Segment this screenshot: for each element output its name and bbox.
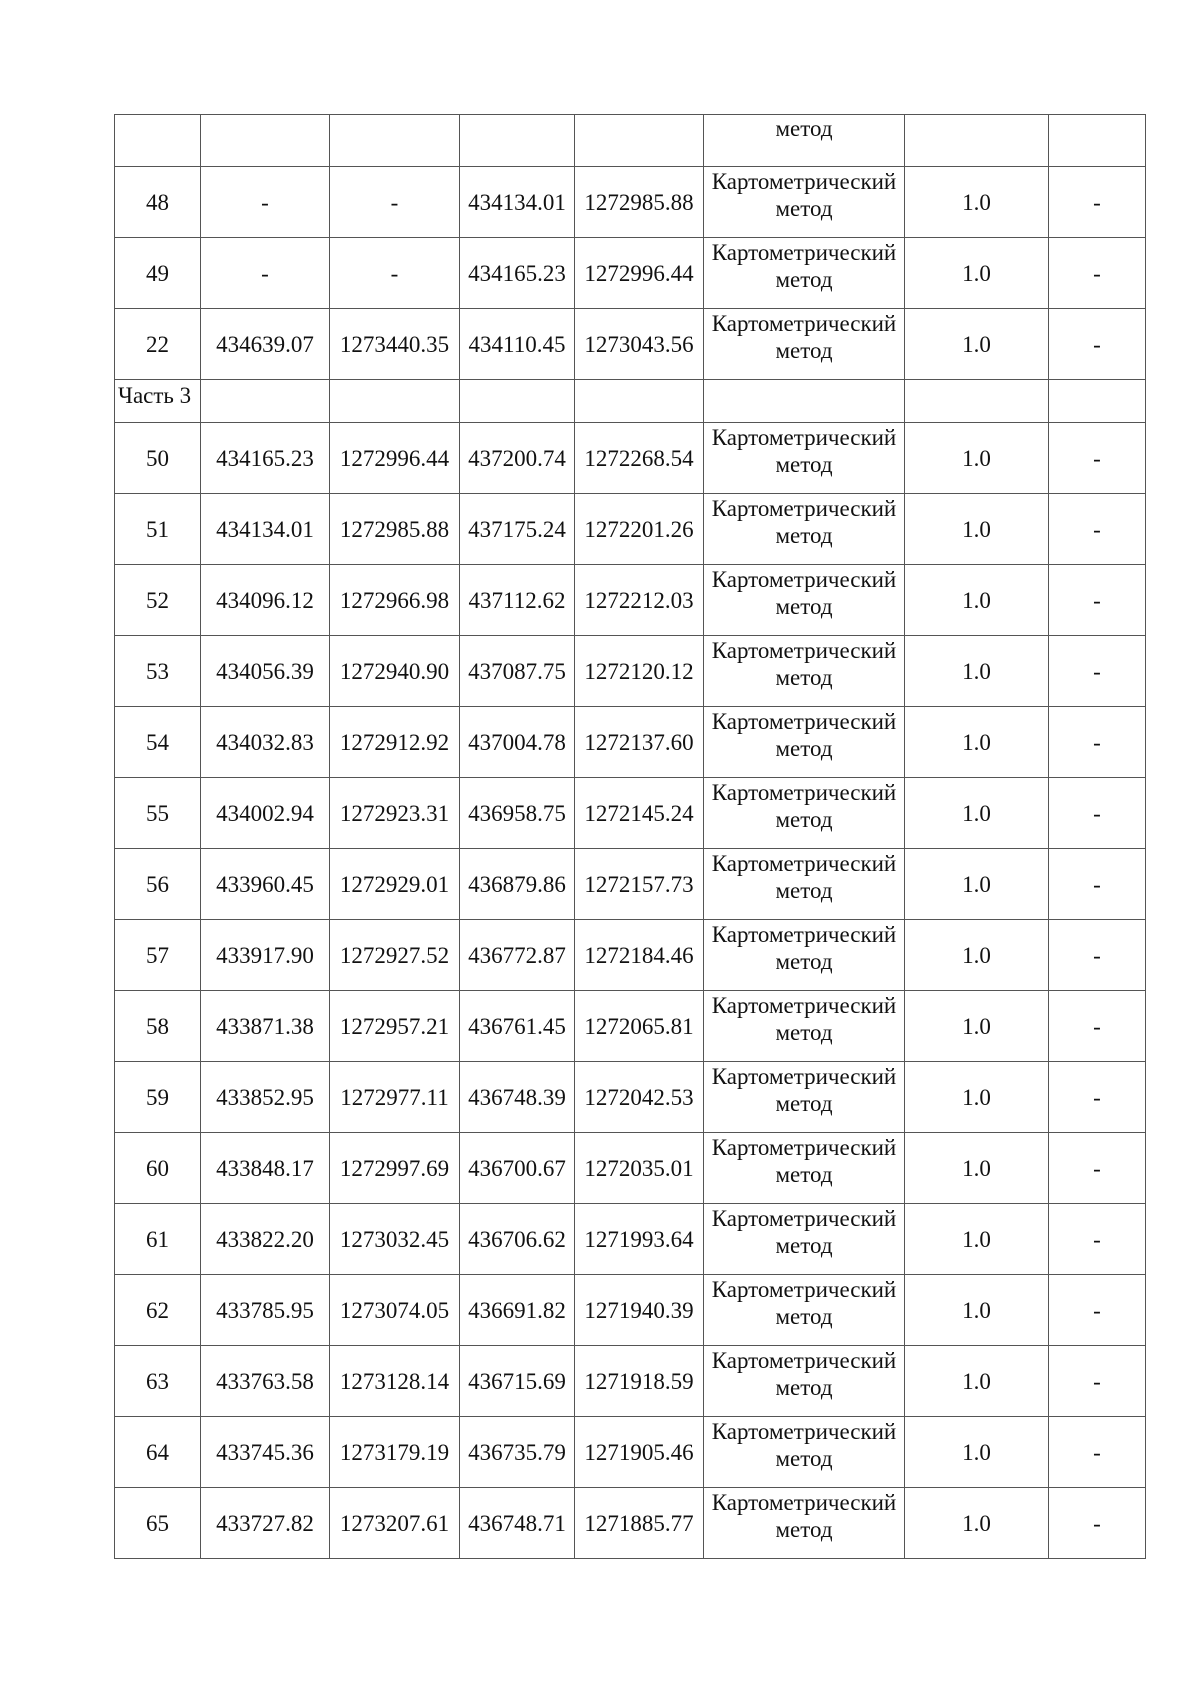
y-existing-cell: - [330, 238, 460, 309]
note-cell: - [1049, 1346, 1146, 1417]
method-line-2: метод [775, 807, 833, 832]
method-cell [704, 1346, 905, 1417]
note-cell: - [1049, 167, 1146, 238]
x-new-cell: 436706.62 [460, 1204, 575, 1275]
method-cell [704, 1275, 905, 1346]
y-existing-cell: 1272923.31 [330, 778, 460, 849]
precision-cell: 1.0 [905, 778, 1049, 849]
x-existing-cell: 433848.17 [201, 1133, 330, 1204]
method-cell [704, 494, 905, 565]
note-cell: - [1049, 1488, 1146, 1559]
precision-cell: 1.0 [905, 991, 1049, 1062]
precision-cell: 1.0 [905, 167, 1049, 238]
method-line-1: Картометрический [711, 496, 897, 521]
point-number-cell [115, 115, 201, 167]
x-new-cell: 434165.23 [460, 238, 575, 309]
method-line-2: метод [775, 1517, 833, 1542]
x-existing-cell: 433785.95 [201, 1275, 330, 1346]
table-body [115, 115, 1146, 1559]
table-row [115, 1275, 1146, 1346]
part-header-row [115, 380, 1146, 423]
y-existing-cell: 1272957.21 [330, 991, 460, 1062]
method-line-1: Картометрический [711, 1490, 897, 1515]
note-cell: - [1049, 849, 1146, 920]
y-new-cell: 1272184.46 [575, 920, 704, 991]
method-line-1: Картометрический [711, 1277, 897, 1302]
y-new-cell [575, 115, 704, 167]
x-new-cell: 437175.24 [460, 494, 575, 565]
precision-cell: 1.0 [905, 1346, 1049, 1417]
table-row [115, 636, 1146, 707]
method-line-2: метод [775, 1375, 833, 1400]
x-new-cell: 434110.45 [460, 309, 575, 380]
table-row [115, 991, 1146, 1062]
precision-cell: 1.0 [905, 238, 1049, 309]
precision-cell: 1.0 [905, 565, 1049, 636]
table-row [115, 778, 1146, 849]
note-cell: - [1049, 1133, 1146, 1204]
point-number-cell: 50 [115, 423, 201, 494]
method-line-2: метод [775, 1233, 833, 1258]
precision-cell: 1.0 [905, 636, 1049, 707]
y-existing-cell: - [330, 167, 460, 238]
method-line-2: метод [775, 338, 833, 363]
empty-cell [330, 380, 460, 423]
table-row [115, 1417, 1146, 1488]
method-cell [704, 636, 905, 707]
note-cell: - [1049, 494, 1146, 565]
note-cell: - [1049, 778, 1146, 849]
y-existing-cell: 1272912.92 [330, 707, 460, 778]
method-line-1: Картометрический [711, 311, 897, 336]
x-existing-cell: 434134.01 [201, 494, 330, 565]
method-line-1: Картометрический [711, 1064, 897, 1089]
x-existing-cell [201, 115, 330, 167]
point-number-cell: 58 [115, 991, 201, 1062]
method-cell [704, 1488, 905, 1559]
empty-cell [905, 380, 1049, 423]
y-new-cell: 1272268.54 [575, 423, 704, 494]
x-existing-cell: 433727.82 [201, 1488, 330, 1559]
point-number-cell: 63 [115, 1346, 201, 1417]
x-new-cell: 436879.86 [460, 849, 575, 920]
empty-cell [704, 380, 905, 423]
method-line-2: метод [775, 1162, 833, 1187]
note-cell: - [1049, 423, 1146, 494]
x-existing-cell: 434165.23 [201, 423, 330, 494]
method-line-2: метод [775, 523, 833, 548]
x-new-cell: 437004.78 [460, 707, 575, 778]
method-line-1: Картометрический [711, 240, 897, 265]
table-row-continued [115, 115, 1146, 167]
x-existing-cell: 433852.95 [201, 1062, 330, 1133]
empty-cell [201, 380, 330, 423]
note-cell: - [1049, 309, 1146, 380]
method-line-2: метод [775, 736, 833, 761]
x-existing-cell: - [201, 238, 330, 309]
point-number-cell: 54 [115, 707, 201, 778]
y-existing-cell: 1272940.90 [330, 636, 460, 707]
note-cell: - [1049, 920, 1146, 991]
note-cell: - [1049, 1204, 1146, 1275]
y-existing-cell: 1272997.69 [330, 1133, 460, 1204]
x-existing-cell: 434056.39 [201, 636, 330, 707]
x-new-cell: 436700.67 [460, 1133, 575, 1204]
point-number-cell: 59 [115, 1062, 201, 1133]
method-cell [704, 707, 905, 778]
precision-cell: 1.0 [905, 309, 1049, 380]
point-number-cell: 61 [115, 1204, 201, 1275]
table-row [115, 494, 1146, 565]
table-row [115, 309, 1146, 380]
x-new-cell: 436735.79 [460, 1417, 575, 1488]
y-new-cell: 1273043.56 [575, 309, 704, 380]
method-cell [704, 1417, 905, 1488]
y-existing-cell: 1272927.52 [330, 920, 460, 991]
y-existing-cell: 1273207.61 [330, 1488, 460, 1559]
x-existing-cell: 433917.90 [201, 920, 330, 991]
method-line-1: Картометрический [711, 169, 897, 194]
x-existing-cell: 434032.83 [201, 707, 330, 778]
precision-cell: 1.0 [905, 1275, 1049, 1346]
x-existing-cell: 434002.94 [201, 778, 330, 849]
note-cell [1049, 115, 1146, 167]
method-line-2: метод [775, 1020, 833, 1045]
y-new-cell: 1272996.44 [575, 238, 704, 309]
method-cell [704, 238, 905, 309]
table-row [115, 1346, 1146, 1417]
y-new-cell: 1271905.46 [575, 1417, 704, 1488]
method-line-1: Картометрический [711, 1419, 897, 1444]
table-row [115, 849, 1146, 920]
x-new-cell: 436772.87 [460, 920, 575, 991]
precision-cell: 1.0 [905, 1133, 1049, 1204]
method-cell [704, 423, 905, 494]
precision-cell: 1.0 [905, 707, 1049, 778]
method-cell: метод [704, 115, 905, 167]
method-line-2: метод [775, 949, 833, 974]
method-line-1: Картометрический [711, 567, 897, 592]
method-line-1: Картометрический [711, 425, 897, 450]
table-row [115, 238, 1146, 309]
method-line-1: Картометрический [711, 851, 897, 876]
point-number-cell: 52 [115, 565, 201, 636]
y-existing-cell: 1272996.44 [330, 423, 460, 494]
method-line-2: метод [775, 594, 833, 619]
method-cell [704, 778, 905, 849]
method-cell [704, 1204, 905, 1275]
y-new-cell: 1271940.39 [575, 1275, 704, 1346]
point-number-cell: 64 [115, 1417, 201, 1488]
y-existing-cell: 1273179.19 [330, 1417, 460, 1488]
method-line-1: Картометрический [711, 993, 897, 1018]
method-cell [704, 167, 905, 238]
y-new-cell: 1272201.26 [575, 494, 704, 565]
x-new-cell: 436748.71 [460, 1488, 575, 1559]
method-line-2: метод [775, 1091, 833, 1116]
note-cell: - [1049, 1062, 1146, 1133]
x-existing-cell: - [201, 167, 330, 238]
table-row [115, 1062, 1146, 1133]
method-line-1: Картометрический [711, 922, 897, 947]
method-cell [704, 565, 905, 636]
y-new-cell: 1272065.81 [575, 991, 704, 1062]
point-number-cell: 60 [115, 1133, 201, 1204]
precision-cell: 1.0 [905, 423, 1049, 494]
note-cell: - [1049, 1275, 1146, 1346]
point-number-cell: 48 [115, 167, 201, 238]
part-label: Часть 3 [115, 380, 201, 423]
method-cell [704, 920, 905, 991]
x-new-cell [460, 115, 575, 167]
point-number-cell: 55 [115, 778, 201, 849]
note-cell: - [1049, 1417, 1146, 1488]
x-new-cell: 437087.75 [460, 636, 575, 707]
table-row [115, 920, 1146, 991]
empty-cell [460, 380, 575, 423]
method-cell [704, 1133, 905, 1204]
table-row [115, 565, 1146, 636]
y-new-cell: 1272035.01 [575, 1133, 704, 1204]
table-row [115, 1133, 1146, 1204]
point-number-cell: 49 [115, 238, 201, 309]
x-new-cell: 436761.45 [460, 991, 575, 1062]
method-line-2: метод [775, 452, 833, 477]
x-existing-cell: 433960.45 [201, 849, 330, 920]
empty-cell [1049, 380, 1146, 423]
note-cell: - [1049, 565, 1146, 636]
x-existing-cell: 433822.20 [201, 1204, 330, 1275]
y-existing-cell: 1272985.88 [330, 494, 460, 565]
method-line-2: метод [775, 267, 833, 292]
x-existing-cell: 433745.36 [201, 1417, 330, 1488]
note-cell: - [1049, 636, 1146, 707]
y-new-cell: 1272042.53 [575, 1062, 704, 1133]
method-line-2: метод [775, 196, 833, 221]
y-new-cell: 1272137.60 [575, 707, 704, 778]
point-number-cell: 62 [115, 1275, 201, 1346]
coordinates-table [114, 114, 1146, 1559]
method-line-2: метод [775, 1304, 833, 1329]
method-line-1: Картометрический [711, 638, 897, 663]
y-existing-cell: 1273074.05 [330, 1275, 460, 1346]
x-existing-cell: 434639.07 [201, 309, 330, 380]
y-existing-cell [330, 115, 460, 167]
y-existing-cell: 1273440.35 [330, 309, 460, 380]
method-line-2: метод [775, 665, 833, 690]
y-new-cell: 1272120.12 [575, 636, 704, 707]
precision-cell: 1.0 [905, 920, 1049, 991]
x-new-cell: 436958.75 [460, 778, 575, 849]
y-existing-cell: 1273128.14 [330, 1346, 460, 1417]
method-line-1: Картометрический [711, 1135, 897, 1160]
table-row [115, 423, 1146, 494]
precision-cell: 1.0 [905, 494, 1049, 565]
y-new-cell: 1272157.73 [575, 849, 704, 920]
method-line-1: Картометрический [711, 1348, 897, 1373]
y-new-cell: 1271885.77 [575, 1488, 704, 1559]
note-cell: - [1049, 238, 1146, 309]
table-row [115, 1488, 1146, 1559]
precision-cell: 1.0 [905, 1062, 1049, 1133]
precision-cell [905, 115, 1049, 167]
method-line-1: Картометрический [711, 780, 897, 805]
point-number-cell: 56 [115, 849, 201, 920]
x-existing-cell: 433871.38 [201, 991, 330, 1062]
y-existing-cell: 1272929.01 [330, 849, 460, 920]
x-new-cell: 434134.01 [460, 167, 575, 238]
x-new-cell: 436691.82 [460, 1275, 575, 1346]
y-existing-cell: 1272966.98 [330, 565, 460, 636]
table-row [115, 707, 1146, 778]
table-row [115, 1204, 1146, 1275]
method-cell [704, 849, 905, 920]
method-line-2: метод [775, 878, 833, 903]
x-new-cell: 436748.39 [460, 1062, 575, 1133]
method-line-1: Картометрический [711, 1206, 897, 1231]
x-existing-cell: 433763.58 [201, 1346, 330, 1417]
y-new-cell: 1271993.64 [575, 1204, 704, 1275]
table-row [115, 167, 1146, 238]
method-cell [704, 309, 905, 380]
x-new-cell: 437112.62 [460, 565, 575, 636]
y-new-cell: 1272985.88 [575, 167, 704, 238]
precision-cell: 1.0 [905, 1417, 1049, 1488]
method-line-1: Картометрический [711, 709, 897, 734]
point-number-cell: 57 [115, 920, 201, 991]
precision-cell: 1.0 [905, 849, 1049, 920]
y-existing-cell: 1272977.11 [330, 1062, 460, 1133]
point-number-cell: 22 [115, 309, 201, 380]
method-line-2: метод [775, 1446, 833, 1471]
point-number-cell: 51 [115, 494, 201, 565]
point-number-cell: 65 [115, 1488, 201, 1559]
y-new-cell: 1272145.24 [575, 778, 704, 849]
note-cell: - [1049, 707, 1146, 778]
precision-cell: 1.0 [905, 1204, 1049, 1275]
y-new-cell: 1271918.59 [575, 1346, 704, 1417]
y-existing-cell: 1273032.45 [330, 1204, 460, 1275]
note-cell: - [1049, 991, 1146, 1062]
point-number-cell: 53 [115, 636, 201, 707]
x-new-cell: 436715.69 [460, 1346, 575, 1417]
method-cell [704, 991, 905, 1062]
x-new-cell: 437200.74 [460, 423, 575, 494]
y-new-cell: 1272212.03 [575, 565, 704, 636]
precision-cell: 1.0 [905, 1488, 1049, 1559]
x-existing-cell: 434096.12 [201, 565, 330, 636]
empty-cell [575, 380, 704, 423]
method-cell [704, 1062, 905, 1133]
